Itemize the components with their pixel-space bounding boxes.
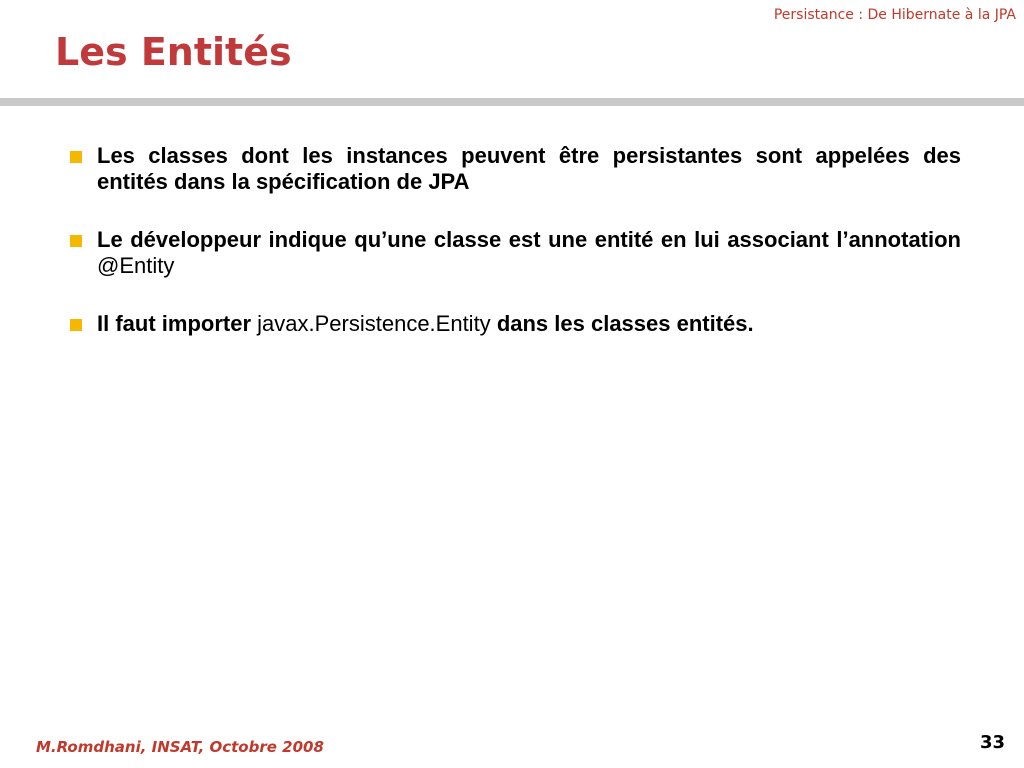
bullet-list	[70, 143, 961, 369]
square-bullet-icon	[70, 151, 82, 163]
bullet-item	[70, 143, 961, 195]
page-number: 33	[979, 732, 1005, 753]
slide-title: Les Entités	[55, 30, 292, 74]
bullet-item	[70, 227, 961, 279]
bullet-text: Le développeur indique qu’une classe est une entité en lui associant l’annotation	[97, 227, 961, 252]
code-reference: @Entity	[97, 253, 175, 278]
bullet-text: dans les classes entités.	[496, 311, 754, 336]
code-reference: javax.Persistence.Entity	[257, 311, 491, 336]
bullet-text: Il faut importer	[97, 311, 252, 336]
square-bullet-icon	[70, 235, 82, 247]
footer-author: M.Romdhani, INSAT, Octobre 2008	[36, 738, 324, 756]
square-bullet-icon	[70, 319, 82, 331]
bullet-item	[70, 311, 961, 337]
title-divider	[0, 98, 1024, 106]
bullet-text: Les classes dont les instances peuvent être persistantes sont appelées des entités dans la spécification de JPA	[97, 143, 961, 194]
course-title: Persistance : De Hibernate à la JPA	[773, 7, 1016, 23]
